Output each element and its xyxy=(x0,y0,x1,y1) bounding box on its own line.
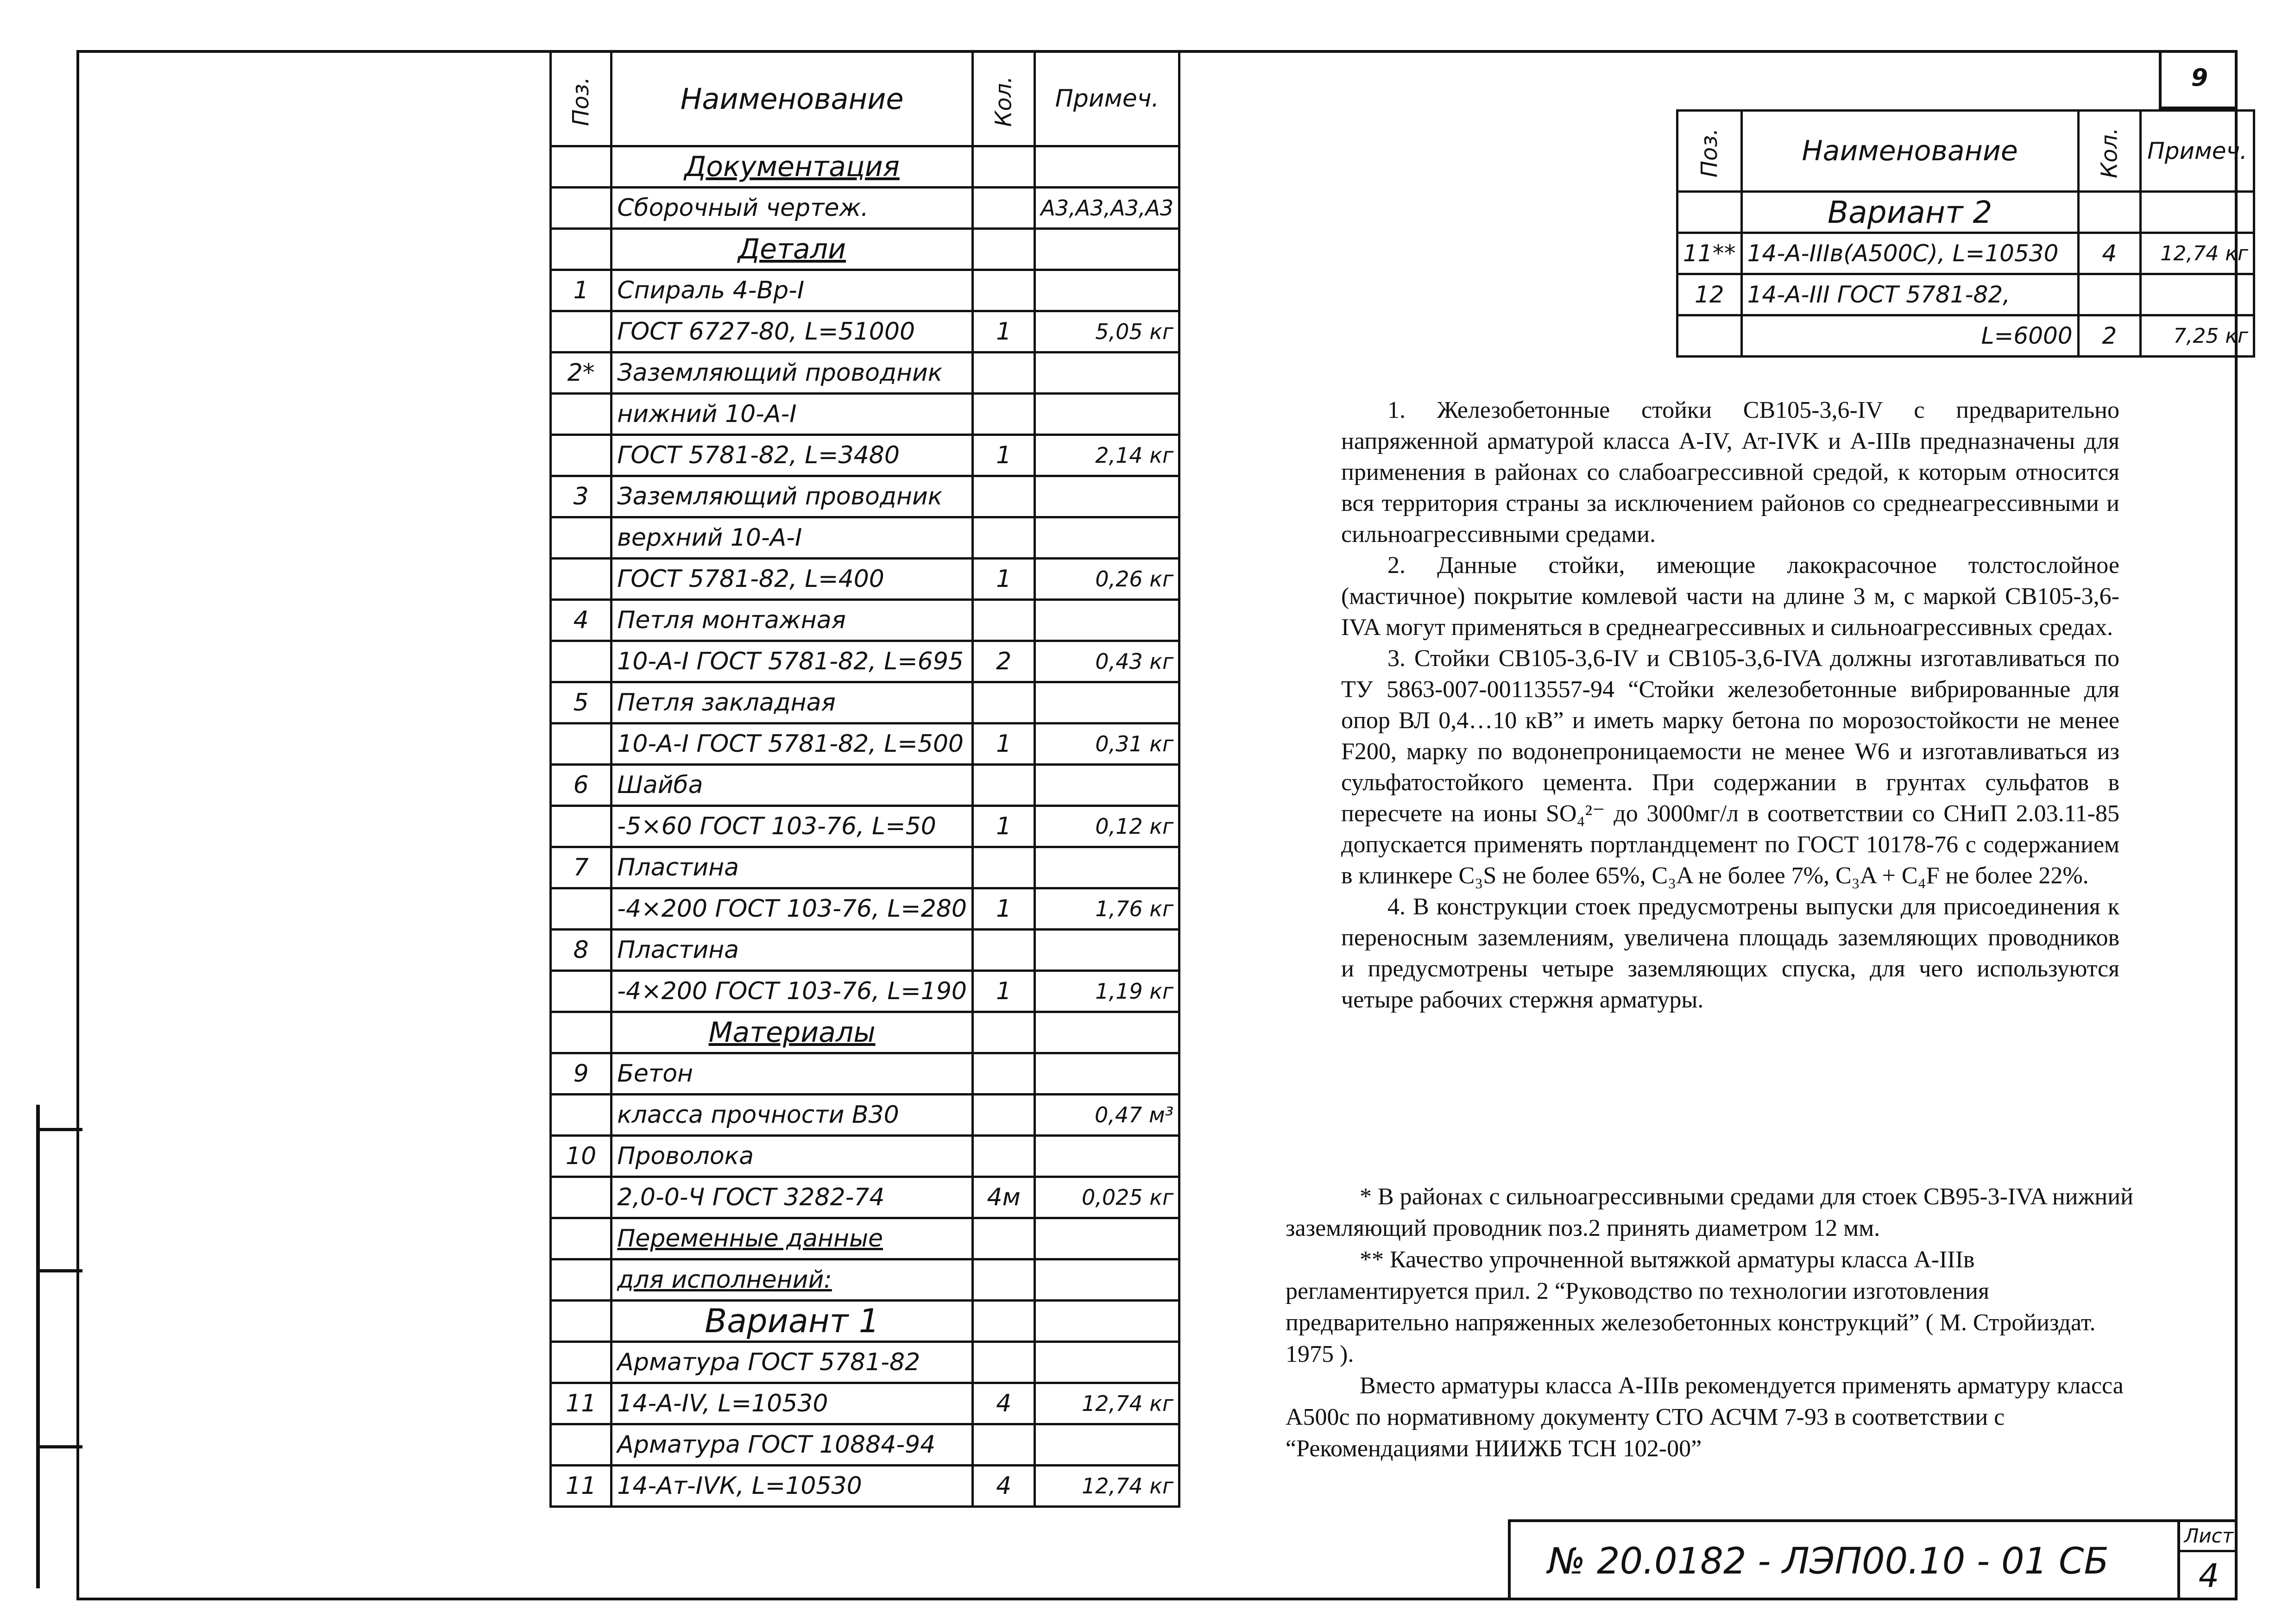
cell-name: -4×200 ГОСТ 103-76, L=280 xyxy=(612,888,973,930)
table-row xyxy=(551,352,1179,394)
title-block xyxy=(1508,1519,2238,1600)
cell-pos: 3 xyxy=(551,476,612,517)
cell-note xyxy=(1035,229,1179,270)
cell-name: 14-А-IV, L=10530 xyxy=(612,1383,973,1424)
cell-pos xyxy=(551,146,612,188)
cell-qty xyxy=(2078,274,2140,315)
cell-qty xyxy=(973,517,1035,559)
header-pos: Поз. xyxy=(1677,111,1742,192)
cell-name: Пластина xyxy=(612,930,973,971)
cell-qty: 1 xyxy=(973,559,1035,600)
cell-name: -4×200 ГОСТ 103-76, L=190 xyxy=(612,971,973,1012)
table-row xyxy=(1677,192,2254,233)
variant2-table xyxy=(1676,109,2255,358)
cell-pos: 4 xyxy=(551,600,612,641)
table-row xyxy=(551,311,1179,352)
sheet-number: 4 xyxy=(2198,1557,2219,1595)
cell-qty xyxy=(973,847,1035,888)
cell-note xyxy=(1035,394,1179,435)
table-header-row xyxy=(1677,111,2254,192)
cell-note: 0,31 кг xyxy=(1035,724,1179,765)
footnote: * В районах с сильноагрессивными средами для стоек СВ95-3-IVA нижний заземляющий проводник поз.2 принять диаметром 12 мм. xyxy=(1286,1183,2133,1241)
table-row xyxy=(1677,233,2254,274)
cell-pos xyxy=(551,1218,612,1259)
cell-note: 0,12 кг xyxy=(1035,806,1179,847)
header-note: Примеч. xyxy=(2141,111,2254,192)
table-row xyxy=(551,765,1179,806)
cell-pos xyxy=(1677,315,1742,357)
header-pos: Поз. xyxy=(551,51,612,146)
table-row xyxy=(551,1218,1179,1259)
cell-name: Заземляющий проводник xyxy=(612,476,973,517)
cell-qty: 1 xyxy=(973,971,1035,1012)
table-row xyxy=(551,559,1179,600)
cell-note: 2,14 кг xyxy=(1035,435,1179,476)
table-row xyxy=(551,394,1179,435)
sheet-label: Лист xyxy=(2180,1522,2238,1552)
cell-note xyxy=(1035,1301,1179,1342)
cell-pos xyxy=(551,641,612,682)
table-row xyxy=(551,1342,1179,1383)
page-number: 9 xyxy=(2159,50,2238,109)
drawing-code: № 20.0182 - ЛЭП00.10 - 01 СБ xyxy=(1548,1541,2109,1582)
header-note: Примеч. xyxy=(1035,51,1179,146)
cell-note xyxy=(1035,1136,1179,1177)
cell-pos xyxy=(551,1177,612,1218)
table-row xyxy=(551,1301,1179,1342)
cell-qty xyxy=(973,394,1035,435)
cell-pos xyxy=(551,517,612,559)
cell-name: Проволока xyxy=(612,1136,973,1177)
note-paragraph: 2. Данные стойки, имеющие лакокрасочное толстослойное (мастичное) покрытие комлевой части на длине 3 м, с маркой СВ105-3,6-IVA могут применяться в среднеагрессивных и сильноагрессивных средах. xyxy=(1341,552,2119,641)
cell-pos xyxy=(551,188,612,229)
cell-pos xyxy=(551,229,612,270)
table-row xyxy=(551,146,1179,188)
cell-note xyxy=(1035,847,1179,888)
cell-qty: 4м xyxy=(973,1177,1035,1218)
cell-qty xyxy=(973,600,1035,641)
table-row xyxy=(551,724,1179,765)
cell-qty: 1 xyxy=(973,806,1035,847)
table-row xyxy=(551,930,1179,971)
table-row xyxy=(551,229,1179,270)
cell-note xyxy=(1035,1012,1179,1053)
cell-name: Пластина xyxy=(612,847,973,888)
cell-note: 7,25 кг xyxy=(2141,315,2254,357)
cell-name: Шайба xyxy=(612,765,973,806)
cell-name: Арматура ГОСТ 5781-82 xyxy=(612,1342,973,1383)
cell-name: L=6000 xyxy=(1741,315,2078,357)
cell-pos: 9 xyxy=(551,1053,612,1095)
table-row xyxy=(551,641,1179,682)
table-row xyxy=(551,1177,1179,1218)
cell-name: для исполнений: xyxy=(612,1259,973,1301)
cell-note: 1,76 кг xyxy=(1035,888,1179,930)
table-row xyxy=(551,888,1179,930)
cell-note: 1,19 кг xyxy=(1035,971,1179,1012)
cell-pos xyxy=(551,971,612,1012)
cell-name: Материалы xyxy=(612,1012,973,1053)
table-row xyxy=(551,1012,1179,1053)
cell-pos xyxy=(551,311,612,352)
table-row xyxy=(551,682,1179,724)
note-paragraph: 1. Железобетонные стойки СВ105-3,6-IV с предварительно напряженной арматурой класса А-IV, Ат-IVK и А-IIIв предназначены для применения в районах со слабоагрессивной средой, к которым относится вся территория страны за исключением районов со среднеагрессивными и сильноагрессивными средами. xyxy=(1341,397,2119,548)
cell-name: нижний 10-А-I xyxy=(612,394,973,435)
footnote: Вместо арматуры класса А-IIIв рекомендуется применять арматуру класса А500с по нормативному документу СТО АСЧМ 7-93 в соответствии с “Рекомендациями НИИЖБ ТСН 102-00” xyxy=(1286,1372,2124,1462)
cell-name: 10-А-I ГОСТ 5781-82, L=500 xyxy=(612,724,973,765)
cell-pos xyxy=(551,435,612,476)
table-row xyxy=(551,971,1179,1012)
cell-qty xyxy=(973,188,1035,229)
table-row xyxy=(551,1053,1179,1095)
cell-note: 5,05 кг xyxy=(1035,311,1179,352)
cell-qty xyxy=(973,1218,1035,1259)
cell-qty: 1 xyxy=(973,435,1035,476)
cell-pos xyxy=(551,559,612,600)
cell-pos xyxy=(551,806,612,847)
header-qty: Кол. xyxy=(2078,111,2140,192)
footnotes xyxy=(1286,1181,2143,1465)
cell-qty xyxy=(973,1424,1035,1466)
cell-pos xyxy=(551,1342,612,1383)
cell-note: 12,74 кг xyxy=(1035,1466,1179,1507)
cell-note xyxy=(1035,930,1179,971)
cell-note: 12,74 кг xyxy=(2141,233,2254,274)
cell-name: -5×60 ГОСТ 103-76, L=50 xyxy=(612,806,973,847)
table-row xyxy=(551,435,1179,476)
strip-tick xyxy=(40,1445,82,1448)
sheet-cell xyxy=(2177,1522,2238,1600)
binding-strip xyxy=(36,1105,82,1588)
cell-name: верхний 10-А-I xyxy=(612,517,973,559)
cell-name: Вариант 1 xyxy=(612,1301,973,1342)
cell-name: Бетон xyxy=(612,1053,973,1095)
cell-pos: 2* xyxy=(551,352,612,394)
header-qty: Кол. xyxy=(973,51,1035,146)
table-header-row xyxy=(551,51,1179,146)
table-row xyxy=(551,517,1179,559)
note-paragraph: 3. Стойки СВ105-3,6-IV и СВ105-3,6-IVA должны изготавливаться по ТУ 5863-007-00113557-94 “Стойки железобетонные вибрированные для опор ВЛ 0,4…10 кВ” и иметь марку бетона по морозостойкости не менее F200, марку по водонепроницаемости не менее W6 и изготавливаться из сульфатостойкого цемента. При содержании в грунтах сульфатов в пересчете на ионы SO₄²⁻ до 3000мг/л в соответствии со СНиП 2.03.11-85 допускается применять портландцемент по ГОСТ 10178-76 с содержанием в клинкере C₃S не более 65%, C₃A не более 7%, C₃A + C₄F не более 22%. xyxy=(1341,645,2119,889)
general-notes xyxy=(1341,395,2119,1015)
cell-qty xyxy=(973,270,1035,311)
cell-note xyxy=(1035,765,1179,806)
cell-note xyxy=(1035,1218,1179,1259)
cell-pos: 11 xyxy=(551,1466,612,1507)
cell-qty xyxy=(973,1095,1035,1136)
table-row xyxy=(551,270,1179,311)
table-row xyxy=(551,806,1179,847)
cell-note xyxy=(1035,270,1179,311)
cell-qty xyxy=(973,1301,1035,1342)
cell-name: Детали xyxy=(612,229,973,270)
table-row xyxy=(551,600,1179,641)
header-name: Наименование xyxy=(612,51,973,146)
cell-name: ГОСТ 6727-80, L=51000 xyxy=(612,311,973,352)
cell-pos xyxy=(551,1301,612,1342)
cell-name: Переменные данные xyxy=(612,1218,973,1259)
cell-qty: 1 xyxy=(973,724,1035,765)
cell-note: 0,025 кг xyxy=(1035,1177,1179,1218)
table-row xyxy=(551,1424,1179,1466)
cell-note: 0,43 кг xyxy=(1035,641,1179,682)
cell-note xyxy=(1035,476,1179,517)
cell-note: 12,74 кг xyxy=(1035,1383,1179,1424)
cell-qty xyxy=(973,146,1035,188)
cell-name: 10-А-I ГОСТ 5781-82, L=695 xyxy=(612,641,973,682)
cell-qty xyxy=(973,1136,1035,1177)
cell-pos: 12 xyxy=(1677,274,1742,315)
table-row xyxy=(551,1383,1179,1424)
cell-pos: 8 xyxy=(551,930,612,971)
cell-pos: 11** xyxy=(1677,233,1742,274)
footnote: ** Качество упрочненной вытяжкой арматуры класса А-IIIв регламентируется прил. 2 “Руководство по технологии изготовления предварительно напряженных железобетонных конструкций” ( М. Стройиздат. 1975 ). xyxy=(1286,1246,2096,1367)
header-name: Наименование xyxy=(1741,111,2078,192)
cell-name: 2,0-0-Ч ГОСТ 3282-74 xyxy=(612,1177,973,1218)
cell-name: 14-А-III ГОСТ 5781-82, xyxy=(1741,274,2078,315)
cell-name: Документация xyxy=(612,146,973,188)
cell-note: 0,26 кг xyxy=(1035,559,1179,600)
cell-qty xyxy=(2078,192,2140,233)
cell-pos: 6 xyxy=(551,765,612,806)
cell-note xyxy=(2141,274,2254,315)
cell-qty xyxy=(973,682,1035,724)
cell-name: класса прочности В30 xyxy=(612,1095,973,1136)
cell-pos xyxy=(551,1424,612,1466)
cell-name: ГОСТ 5781-82, L=3480 xyxy=(612,435,973,476)
cell-qty: 2 xyxy=(973,641,1035,682)
cell-qty: 4 xyxy=(2078,233,2140,274)
cell-note xyxy=(1035,600,1179,641)
table-row xyxy=(551,1259,1179,1301)
cell-name: 14-Ат-IVК, L=10530 xyxy=(612,1466,973,1507)
cell-note xyxy=(2141,192,2254,233)
table-row xyxy=(1677,274,2254,315)
cell-name: Заземляющий проводник xyxy=(612,352,973,394)
cell-name: ГОСТ 5781-82, L=400 xyxy=(612,559,973,600)
cell-qty: 1 xyxy=(973,888,1035,930)
cell-name: 14-А-IIIв(А500С), L=10530 xyxy=(1741,233,2078,274)
cell-note xyxy=(1035,682,1179,724)
cell-note: А3,А3,А3,А3 xyxy=(1035,188,1179,229)
cell-qty: 2 xyxy=(2078,315,2140,357)
cell-pos: 11 xyxy=(551,1383,612,1424)
cell-pos xyxy=(1677,192,1742,233)
cell-pos xyxy=(551,394,612,435)
cell-pos xyxy=(551,1095,612,1136)
cell-note xyxy=(1035,1424,1179,1466)
cell-pos xyxy=(551,724,612,765)
cell-pos xyxy=(551,1012,612,1053)
cell-name: Сборочный чертеж. xyxy=(612,188,973,229)
cell-qty xyxy=(973,1342,1035,1383)
cell-pos xyxy=(551,888,612,930)
cell-note: 0,47 м³ xyxy=(1035,1095,1179,1136)
cell-note xyxy=(1035,1342,1179,1383)
cell-qty xyxy=(973,229,1035,270)
cell-note xyxy=(1035,352,1179,394)
cell-name: Петля монтажная xyxy=(612,600,973,641)
strip-tick xyxy=(40,1269,82,1272)
table-row xyxy=(551,1095,1179,1136)
cell-qty: 4 xyxy=(973,1466,1035,1507)
cell-name: Петля закладная xyxy=(612,682,973,724)
cell-qty xyxy=(973,1012,1035,1053)
table-row xyxy=(551,476,1179,517)
table-row xyxy=(551,188,1179,229)
cell-name: Спираль 4-Вр-I xyxy=(612,270,973,311)
cell-qty xyxy=(973,765,1035,806)
cell-note xyxy=(1035,1259,1179,1301)
table-row xyxy=(551,1466,1179,1507)
cell-qty xyxy=(973,930,1035,971)
cell-qty xyxy=(973,1053,1035,1095)
cell-pos: 5 xyxy=(551,682,612,724)
specification-table xyxy=(549,50,1180,1508)
cell-note xyxy=(1035,1053,1179,1095)
cell-qty xyxy=(973,476,1035,517)
cell-qty: 1 xyxy=(973,311,1035,352)
cell-qty xyxy=(973,352,1035,394)
table-row xyxy=(551,1136,1179,1177)
strip-tick xyxy=(40,1128,82,1131)
cell-qty: 4 xyxy=(973,1383,1035,1424)
cell-note xyxy=(1035,517,1179,559)
cell-name: Арматура ГОСТ 10884-94 xyxy=(612,1424,973,1466)
cell-pos: 7 xyxy=(551,847,612,888)
note-paragraph: 4. В конструкции стоек предусмотрены выпуски для присоединения к переносным заземлениям, увеличена площадь заземляющих проводников и предусмотрены четыре заземляющих спуска, для чего используются четыре рабочих стержня арматуры. xyxy=(1341,894,2119,1013)
cell-qty xyxy=(973,1259,1035,1301)
cell-name: Вариант 2 xyxy=(1741,192,2078,233)
cell-pos xyxy=(551,1259,612,1301)
cell-pos: 10 xyxy=(551,1136,612,1177)
table-row xyxy=(1677,315,2254,357)
cell-note xyxy=(1035,146,1179,188)
table-row xyxy=(551,847,1179,888)
cell-pos: 1 xyxy=(551,270,612,311)
